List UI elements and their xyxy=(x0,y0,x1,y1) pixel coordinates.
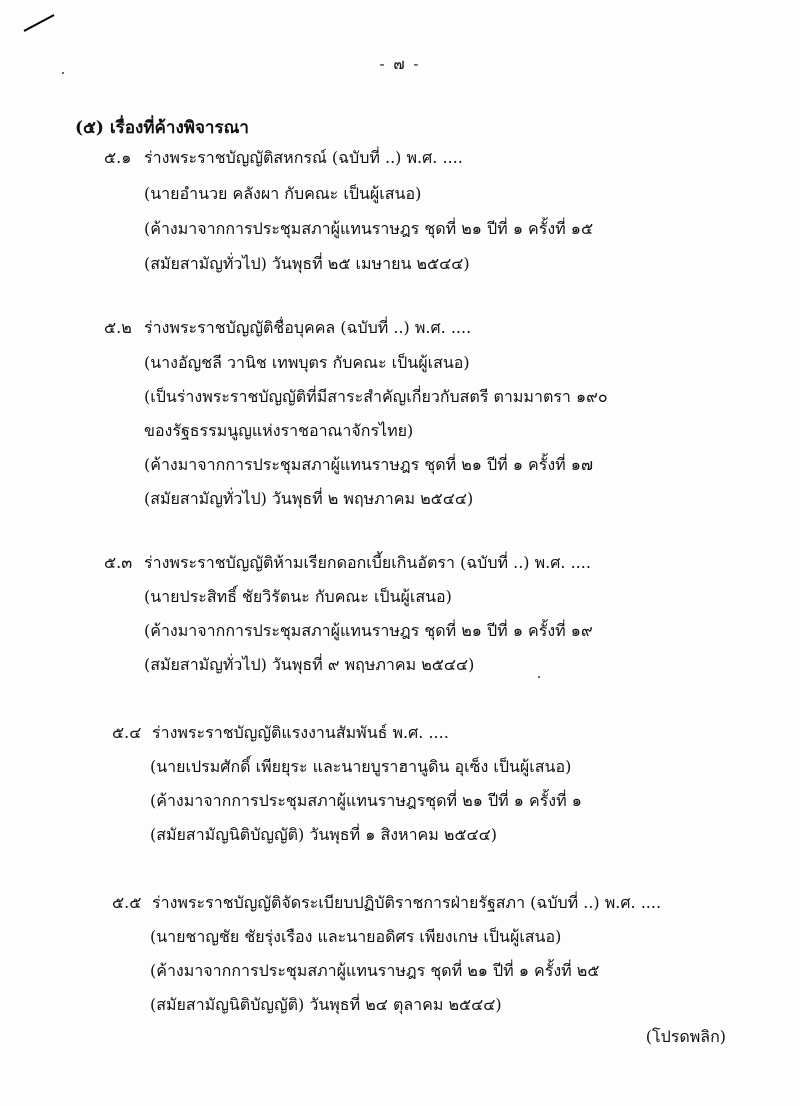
item-detail-line: (สมัยสามัญทั่วไป) วันพุธที่ ๒๕ เมษายน ๒๕๔๔) xyxy=(144,254,470,273)
item-detail-line: (ค้างมาจากการประชุมสภาผู้แทนราษฎร ชุดที่ ๒๑ ปีที่ ๑ ครั้งที่ ๑๕ xyxy=(144,219,594,238)
item-title: ร่างพระราชบัญญัติห้ามเรียกดอกเบี้ยเกินอัตรา (ฉบับที่ ..) พ.ศ. .... xyxy=(144,553,591,572)
item-title-line xyxy=(104,318,471,338)
item-number: ๕.๔ xyxy=(112,723,142,742)
item-detail-line: (ค้างมาจากการประชุมสภาผู้แทนราษฎร ชุดที่ ๒๑ ปีที่ ๑ ครั้งที่ ๑๗ xyxy=(144,455,593,474)
item-title: ร่างพระราชบัญญัติจัดระเบียบปฏิบัติราชการฝ่ายรัฐสภา (ฉบับที่ ..) พ.ศ. .... xyxy=(152,893,662,912)
item-detail-line: (สมัยสามัญนิติบัญญัติ) วันพุธที่ ๑ สิงหาคม ๒๕๔๔) xyxy=(150,825,497,844)
page-number: - ๗ - xyxy=(379,55,421,73)
section-heading: (๕) เรื่องที่ค้างพิจารณา xyxy=(75,118,249,138)
item-detail-line: (ค้างมาจากการประชุมสภาผู้แทนราษฎร ชุดที่ ๒๑ ปีที่ ๑ ครั้งที่ ๑๙ xyxy=(144,621,593,640)
item-detail-line: (สมัยสามัญทั่วไป) วันพุธที่ ๒ พฤษภาคม ๒๕๔๔) xyxy=(144,489,474,508)
please-turn-over-note: (โปรดพลิก) xyxy=(645,1027,726,1046)
item-title-line xyxy=(112,893,661,913)
item-detail-line: (นางอัญชลี วานิช เทพบุตร กับคณะ เป็นผู้เสนอ) xyxy=(144,353,470,372)
item-title-line xyxy=(104,553,591,573)
item-detail-line: (นายเปรมศักดิ์ เพียยุระ และนายบูราฮานูดิน อุเซ็ง เป็นผู้เสนอ) xyxy=(150,757,572,776)
item-title: ร่างพระราชบัญญัติชื่อบุคคล (ฉบับที่ ..) พ.ศ. .... xyxy=(144,318,472,337)
item-detail-line: (ค้างมาจากการประชุมสภาผู้แทนราษฎรชุดที่ ๒๑ ปีที่ ๑ ครั้งที่ ๑ xyxy=(150,791,582,810)
scan-pen-mark xyxy=(24,14,55,32)
item-title-line xyxy=(104,148,463,168)
item-number: ๕.๕ xyxy=(112,893,142,912)
item-detail-line: ของรัฐธรรมนูญแห่งราชอาณาจักรไทย) xyxy=(144,421,414,440)
scan-speck xyxy=(538,676,540,678)
item-number: ๕.๑ xyxy=(104,148,132,167)
item-title: ร่างพระราชบัญญัติสหกรณ์ (ฉบับที่ ..) พ.ศ. .... xyxy=(144,148,463,167)
item-detail-line: (สมัยสามัญทั่วไป) วันพุธที่ ๙ พฤษภาคม ๒๕๔๔) xyxy=(144,655,475,674)
item-title: ร่างพระราชบัญญัติแรงงานสัมพันธ์ พ.ศ. .... xyxy=(152,723,449,742)
item-number: ๕.๓ xyxy=(104,553,133,572)
item-detail-line: (สมัยสามัญนิติบัญญัติ) วันพุธที่ ๒๔ ตุลาคม ๒๕๔๔) xyxy=(150,995,502,1014)
item-number: ๕.๒ xyxy=(104,318,132,337)
item-detail-line: (นายประสิทธิ์ ชัยวิรัตนะ กับคณะ เป็นผู้เสนอ) xyxy=(144,587,452,606)
item-detail-line: (นายชาญชัย ชัยรุ่งเรือง และนายอดิศร เพียงเกษ เป็นผู้เสนอ) xyxy=(150,927,562,946)
item-detail-line: (นายอำนวย คลังผา กับคณะ เป็นผู้เสนอ) xyxy=(144,184,422,203)
item-detail-line: (เป็นร่างพระราชบัญญัติที่มีสาระสำคัญเกี่ยวกับสตรี ตามมาตรา ๑๙๐ xyxy=(144,387,608,406)
item-detail-line: (ค้างมาจากการประชุมสภาผู้แทนราษฎร ชุดที่ ๒๑ ปีที่ ๑ ครั้งที่ ๒๕ xyxy=(150,961,600,980)
item-title-line xyxy=(112,723,449,743)
